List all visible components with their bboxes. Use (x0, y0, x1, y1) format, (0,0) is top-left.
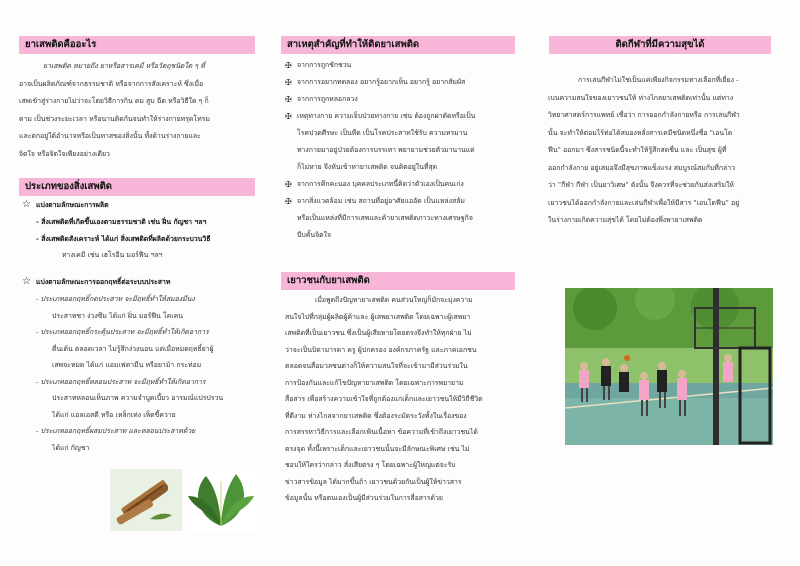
list-item: เสพจะหมด ได้แก่ แอมเฟตามีน หรือยาม้า กระท่อม (52, 361, 202, 369)
cross-bullet-icon: ✠ (285, 180, 292, 189)
list-item: ✠ จากสิ่งแวดล้อม เช่น สถานที่อยู่อาศัยแออัด เป็นแหล่งสลัม (285, 193, 523, 210)
text-line: สื่อสาร เพื่อสร้างความเข้าใจที่ถูกต้องแก่เด็กและเยาวชนให้มีวิถีชีวิต (285, 395, 483, 403)
list-item: ก็ไม่หาย จึงหันเข้าหายาเสพติด จนติดอยู่ในที่สุด (297, 163, 438, 171)
causes-list (285, 57, 523, 244)
list-item: ✠ จากการคึกคะนอง บุคคลประเภทนี้คิดว่าตัวเองเป็นคนเก่ง (285, 176, 523, 193)
youth-drugs-text (285, 292, 523, 507)
text-line: เยาวชนได้ออกกำลังกายและเล่นกีฬาเพื่อให้มีสาร "เอนโดฟีน" อยู่ (548, 198, 740, 207)
text-line: เมื่อพูดถึงปัญหายาเสพติด คนส่วนใหญ่ก็มักจะมุ่งความ (315, 296, 473, 304)
heading-youth-drugs: เยาวชนกับยาเสพติด (281, 272, 515, 290)
column-left (14, 0, 260, 566)
cross-bullet-icon: ✠ (285, 61, 292, 70)
text-line: ชอบให้ใครว่ากล่าว สั่งเสียตรง ๆ โดยเฉพาะผู้ใหญ่แต่จะรับ (285, 461, 456, 469)
text-line: ออกกำลังกาย อยู่เสมอจึงมีสุขภาพแข็งแรง สมบูรณ์สมกับที่กล่าว (548, 163, 735, 172)
heading-causes: สาเหตุสำคัญที่ทำให้ติดยาเสพติด (281, 36, 515, 54)
text-line: จิตใจ หรือจิตใจเพียงอย่างเดียว (19, 149, 110, 158)
list-item: ✠ จากการถูกหลอกลวง (285, 91, 523, 108)
heading-drug-types: ประเภทของสิ่งเสพติด (19, 178, 255, 196)
group2-list (36, 291, 260, 456)
text-line: ตาม เป็นช่วงระยะเวลา หรือนานติดกันจนทำให้ร่างกายทรุดโทรม (19, 114, 210, 123)
kratom-leaf-image (186, 466, 256, 532)
text-line: และตกอยู่ใต้อำนาจหรือเป็นทาสของสิ่งนั้น ทั้งด้านร่างกายและ (19, 132, 201, 140)
star-icon: ☆ (22, 199, 31, 210)
heading-sports: ติดกีฬาที่มีความสุขได้ (549, 36, 771, 54)
group1-list (36, 214, 260, 264)
what-is-drug-text (19, 58, 255, 163)
text-line: การสรรหาวิธีการและเลือกเฟ้นเนื้อหา ข้อความที่เข้าถึงเยาวชนได้ (285, 428, 478, 436)
text-line: ข้อมูลนั้น หรือตนเองเป็นผู้มีส่วนร่วมในการสื่อสารด้วย (285, 494, 443, 502)
group2-title: แบ่งตามลักษณะการออกฤทธิ์ต่อระบบประสาท (36, 278, 171, 286)
list-item: - สิ่งเสพติดสังเคราะห์ ได้แก่ สิ่งเสพติดที่ผลิตด้วยกระบวนวิธี (36, 234, 211, 243)
group1-title: แบ่งตามลักษณะการผลิต (36, 201, 109, 209)
cross-bullet-icon: ✠ (285, 95, 292, 104)
basketball-photo (565, 288, 773, 445)
text-line: ข่าวสารข้อมูล ได้มากขึ้นถ้า เยาวชนด้วยกันเป็นผู้ให้ข่าวสาร (285, 477, 462, 486)
cross-bullet-icon: ✠ (285, 78, 292, 87)
list-item: - ประเภทออกฤทธิ์กระตุ้นประสาท จะมีฤทธิ์ทำให้เกิดอาการ (36, 328, 209, 336)
text-line: การเล่นกีฬาไม่ใช่เป็นแค่เพียงกิจกรรมทางเลือกที่เยี่ยง - (578, 76, 739, 84)
text-line: การป้องกันและแก้ไขปัญหายาเสพติด โดยเฉพาะการพยายาม (285, 378, 464, 387)
text-line: เสพติดที่เป็นเยาวชน ซึ่งเป็นผู้เสียหายโดยตรงจึงทำให้ทุกฝ่าย ไม่ (285, 329, 472, 337)
text-line: ในร่างกายเกิดความสุขได้ โดยไม่ต้องพึ่งพายาเสพติด (548, 216, 703, 224)
text-line: เสพเข้าสู่ร่างกายไม่ว่าจะโดยวิธีการกิน ดม สูบ ฉีด หรือวิธีใด ๆ ก็ (19, 97, 209, 105)
column-right (544, 0, 784, 566)
text-line: ว่าจะเป็นบิดามารดา ครู ผู้ปกครอง องค์กรภาครัฐ และภาคเอกชน (285, 345, 477, 354)
cross-bullet-icon: ✠ (285, 197, 292, 206)
list-item: ✠ จากการอยากทดลอง อยากรู้อยากเห็น อยากรู้ อยากสัมผัส (285, 74, 523, 91)
list-item: ทางเคมี เช่น เฮโรอีน มอร์ฟีน ฯลฯ (62, 251, 163, 259)
list-item: ทางกายมาอยู่ป่วยต้องการบรรเทา พยายามช่วยตัวมานานแต่ (297, 146, 475, 154)
list-item: ได้แก่ กัญชา (52, 443, 90, 452)
cross-bullet-icon: ✠ (285, 112, 292, 121)
list-item: ได้แก่ แอลเอสดี หรือ เหล็กเท่ง เห็ดขี้ควาย (52, 410, 176, 419)
text-line: สนใจไปที่กลุ่มผู้ผลิตผู้ค้าและ ผู้เสพยาเสพติด โดยเฉพาะผู้เสพยา (285, 312, 471, 321)
list-item: - ประเภทออกฤทธิ์ผสมประสาท และหลอนประสาทด้วย (36, 427, 196, 435)
text-line: ว่า "กีฬา กีฬา เป็นยาวิเศษ" ดังนั้น จึงควรที่จะช่วยกันส่งเสริมให้ (548, 181, 734, 189)
list-item: ประสาทชา ง่วงซึม ได้แก่ ฝิ่น มอร์ฟีน โคเคน (52, 311, 183, 320)
star-icon: ☆ (22, 276, 31, 287)
list-item: - สิ่งเสพติดที่เกิดขึ้นเองตามธรรมชาติ เช่น ฝิ่น กัญชา ฯลฯ (36, 218, 207, 226)
list-item: โรคปวดศีรษะ เป็นหืด เป็นโรคประสาทใช้รับ ความทรมาน (297, 129, 468, 137)
cannabis-stick-image (110, 469, 182, 531)
text-line: วิทยาศาสตร์การแพทย์ เชื่อว่า การออกกำลังกายหรือ การเล่นกีฬา (548, 111, 740, 119)
list-item: หรือเป็นแหล่งที่มีการเสพและค้ายาเสพติดภาวะทางเศรษฐกิจ (297, 214, 473, 222)
list-item: ประสาทหลอนเห็นภาพ ความจำบูดเบี้ยว อารมณ์แปรปรวน (52, 394, 224, 402)
text-line: ตรงจุด ทั้งนี้เพราะเด็กและเยาวชนนั้นจะมีลักษณะพิเศษ เช่น ไม่ (285, 444, 470, 453)
text-line: อาจเป็นผลิตภัณฑ์จากธรรมชาติ หรือจากการสังเคราะห์ ซึ่งเมื่อ (19, 79, 204, 88)
column-middle (281, 0, 525, 566)
list-item: บีบคั้นจิตใจ (297, 231, 331, 239)
heading-what-is-drug: ยาเสพติดคืออะไร (19, 36, 255, 54)
list-item: - ประเภทออกฤทธิ์กดประสาท จะมีฤทธิ์ทำให้สมองมึนง (36, 295, 195, 303)
text-line: เบนความสนใจของเยาวชนให้ ห่างไกลยาเสพติดเท่านั้น แต่ทาง (548, 93, 734, 102)
text-line: ตลอดจนสื่อมวลชนต่างก็ให้ความสนใจที่จะเข้ามามีส่วนร่วมใน (285, 362, 468, 370)
sports-text (548, 72, 780, 230)
list-item: ✠ จากการถูกชักชวน (285, 57, 523, 74)
list-item: - ประเภทออกฤทธิ์หลอนประสาท จะมีฤทธิ์ทำให้เกิดอาการ (36, 377, 206, 386)
text-line: ฟีน" ออกมา ซึ่งสารชนิดนี้จะทำให้รู้สึกสดชื่น และ เป็นสุข ผู้ที่ (548, 146, 727, 154)
text-line: นั้น จะทำให้ต่อมไร้ท่อได้สมองหลั่งสารเคมีชนิดหนึ่งชื่อ "เอนโด (548, 128, 733, 137)
text-line: ยาเสพติด หมายถึง ยาหรือสารเคมี หรือวัตถุชนิดใด ๆ ที่ (43, 62, 205, 70)
text-line: ที่ดีงาม ห่างไกลจากยาเสพติด ซึ่งต้องระมัดระวังทั้งในเรื่องของ (285, 411, 467, 420)
list-item: ✠ เหตุทางกาย ความเจ็บป่วยทางกาย เช่น ต้องถูกผ่าตัดหรือเป็น (285, 108, 523, 125)
list-item: ตื่นเต้น ตลอดเวลา ไม่รู้สึกง่วงนอน แต่เมื่อหมดฤทธิ์ยาผู้ (52, 344, 214, 353)
